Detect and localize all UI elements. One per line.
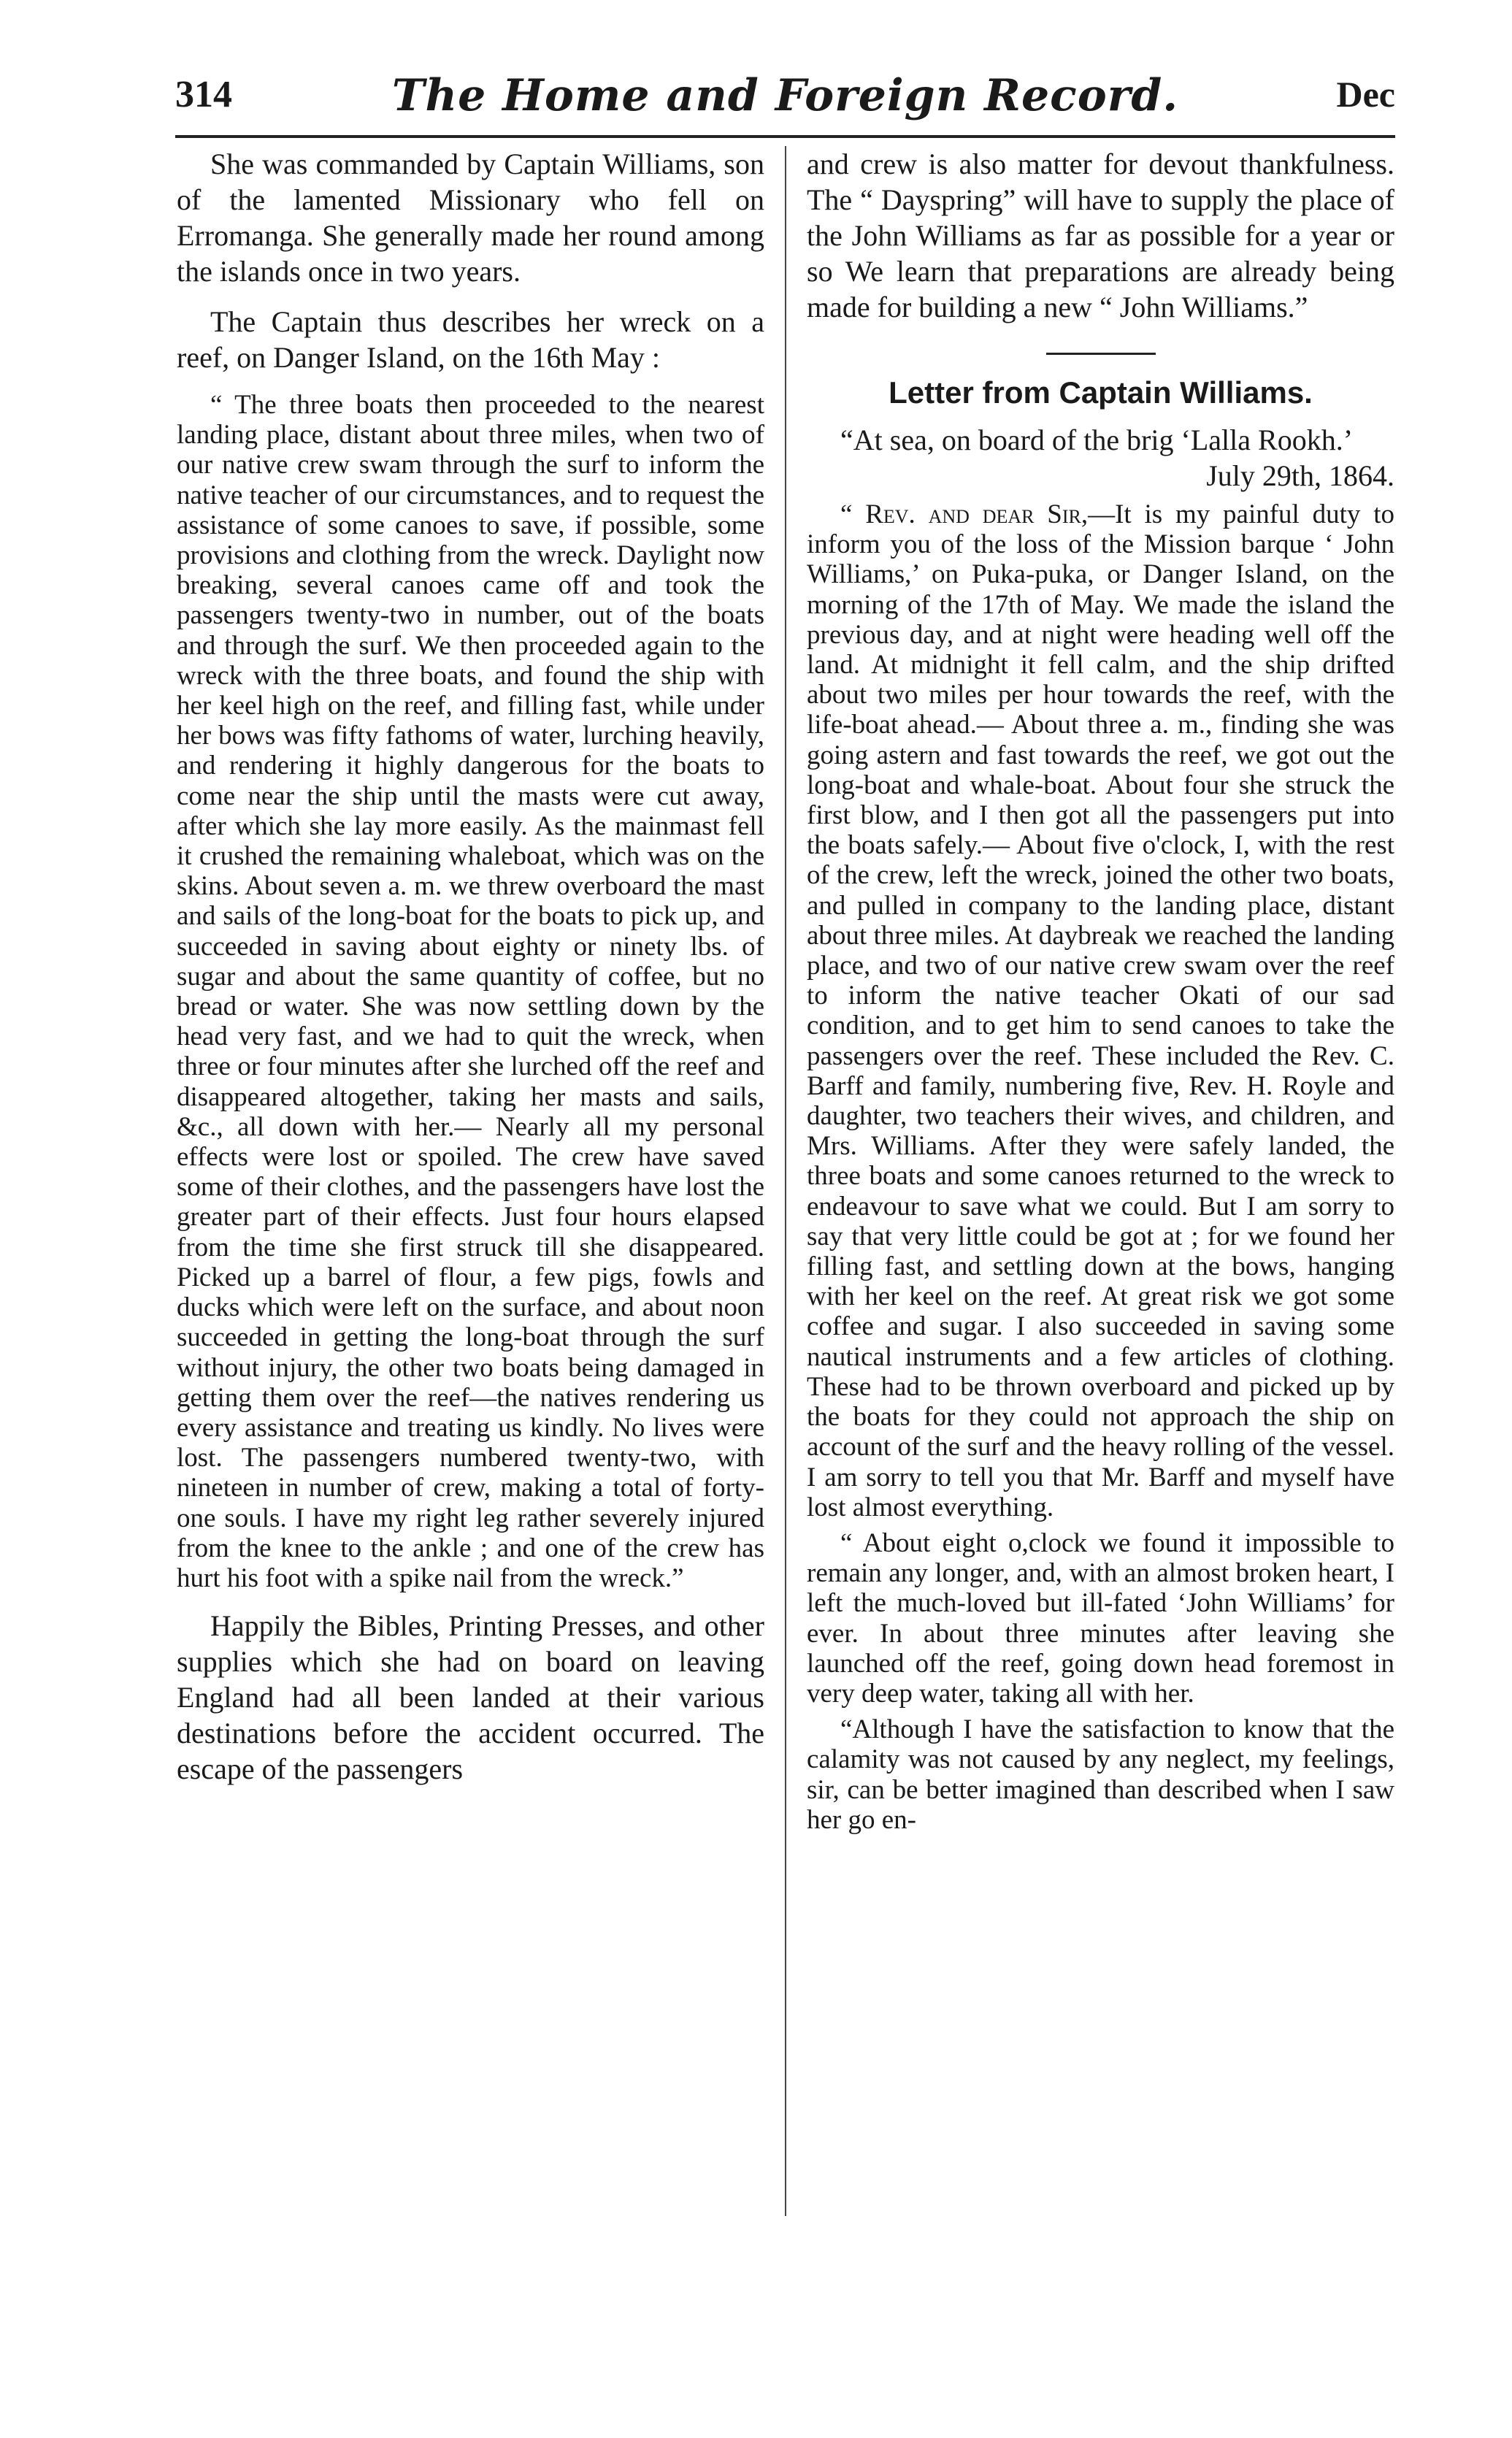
- letter-body-1: —It is my painful duty to inform you of the loss of the Mission barque ‘ John Williams,’ on Puka-puka, or Danger Island, on the morning of the 17th of May. We made the island the previous day, and at night were heading well off the land. At midnight it fell calm, and the ship drifted about two miles per hour towards the reef, with the life-boat ahead.— About three a. m., finding she was going astern and fast towards the reef, we got out the long-boat and whale-boat. About four she struck the first blow, and I then got all the passengers put into the boats safely.— About five o'clock, I, with the rest of the crew, left the wreck, joined the other two boats, and pulled in company to the landing place, distant about three miles. At daybreak we reached the landing place, and two of our native crew swam over the reef to inform the native teacher Okati of our sad condition, and to get him to send canoes to take the passengers over the reef. These included the Rev. C. Barff and family, numbering five, Rev. H. Royle and daughter, two teachers their wives, and children, and Mrs. Williams. After they were safely landed, the three boats and some canoes returned to the wreck to endeavour to save what we could. But I am sorry to say that very little could be got at ; for we found her filling fast, and settling down at the bows, hanging with her keel on the reef. At great risk we got some coffee and sugar. I also succeeded in saving some nautical instruments and a few articles of clothing. These had to be thrown overboard and picked up by the boats for they could not approach the ship on account of the surf and the heavy rolling of the vessel. I am sorry to tell you that Mr. Barff and myself have lost almost everything.: [807, 499, 1394, 1522]
- section-rule: [1046, 353, 1156, 355]
- journal-title: The Home and Foreign Record.: [391, 70, 1179, 121]
- letter-heading: Letter from Captain Williams.: [889, 375, 1313, 410]
- page-number: 314: [175, 74, 232, 115]
- letter-salutation: “ Rev. and dear Sir,: [840, 499, 1089, 529]
- letter-paragraph-1: [807, 499, 1394, 1522]
- left-column: [177, 146, 764, 1787]
- running-head: [175, 64, 1395, 130]
- captain-quote: “ The three boats then proceeded to the nearest landing place, distant about three miles, when two of our native crew swam through the surf to inform the native teacher of our circumstances, and to request the assistance of some canoes to save, if possible, some provisions and clothing from the wreck. Daylight now breaking, several canoes came off and took the passengers twenty-two in number, out of the boats and through the surf. We then proceeded again to the wreck with the three boats, and found the ship with her keel high on the reef, and filling fast, while under her bows was fifty fathoms of water, lurching heavily, and rendering it highly dangerous for the boats to come near the ship until the masts were cut away, after which she lay more easily. As the mainmast fell it crushed the remaining whaleboat, which was on the skins. About seven a. m. we threw overboard the mast and sails of the long-boat for the boats to pick up, and succeeded in saving about eighty or ninety lbs. of sugar and about the same quantity of coffee, but no bread or water. She was now settling down by the head very fast, and we had to quit the wreck, when three or four minutes after she lurched off the reef and disappeared altogether, taking her masts and sails, &c., all down with her.— Nearly all my personal effects were lost or spoiled. The crew have saved some of their clothes, and the passengers have lost the greater part of their effects. Just four hours elapsed from the time she first struck till she disappeared. Picked up a barrel of flour, a few pigs, fowls and ducks which were left on the surface, and about noon succeeded in getting the long-boat through the surf without injury, the other two boats being damaged in getting them over the reef—the natives rendering us every assistance and treating us kindly. No lives were lost. The passengers numbered twenty-two, with nineteen in number of crew, making a total of forty-one souls. I have my right leg rather severely injured from the knee to the ankle ; and one of the crew has hurt his foot with a spike nail from the wreck.”: [177, 390, 764, 1593]
- letter-date: July 29th, 1864.: [1206, 459, 1394, 492]
- continuation-paragraph: and crew is also matter for devout thankfulness. The “ Dayspring” will have to supply the place of the John Williams as far as possible for a year or so We learn that preparations are already being made for building a new “ John Williams.”: [807, 147, 1394, 323]
- letter-paragraph-3: “Although I have the satisfaction to know that the calamity was not caused by any neglect, my feelings, sir, can be better imagined than described when I saw her go en-: [807, 1714, 1394, 1835]
- closing-paragraph: Happily the Bibles, Printing Presses, and other supplies which she had on board on leaving England had all been landed at their various destinations before the accident occurred. The escape of the passengers: [177, 1609, 764, 1786]
- intro-paragraph: She was commanded by Captain Williams, son of the lamented Missionary who fell on Erromanga. She generally made her round among the islands once in two years.: [177, 147, 764, 288]
- running-month: Dec: [1336, 74, 1395, 115]
- header-rule: [175, 135, 1395, 138]
- column-divider: [785, 146, 786, 2216]
- lead-paragraph: The Captain thus describes her wreck on a reef, on Danger Island, on the 16th May :: [177, 305, 764, 374]
- letter-dateline: “At sea, on board of the brig ‘Lalla Rookh.’: [840, 423, 1354, 456]
- right-column: [807, 146, 1394, 1835]
- letter-paragraph-2: “ About eight o,clock we found it impossible to remain any longer, and, with an almost broken heart, I left the much-loved but ill-fated ‘John Williams’ for ever. In about three minutes after leaving she launched off the reef, going down head foremost in very deep water, taking all with her.: [807, 1527, 1394, 1709]
